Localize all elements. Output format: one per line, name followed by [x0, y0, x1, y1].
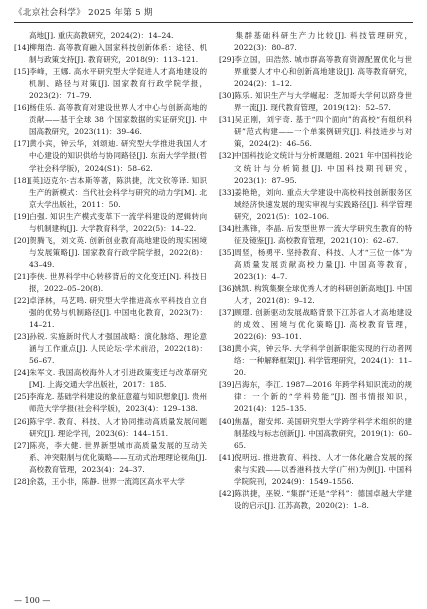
reference-text: 李峰，王娜. 高水平研究型大学促进人才高地建设的机制、路径与对策[J]. 国家教育行政学院学报，2023(2)：71–79.: [29, 67, 207, 101]
reference-entry: [219, 223, 412, 247]
reference-text: 贺腾飞，刘文英. 创新创业教育高地建设的现实困境与发展策略[J]. 国家教育行政学院学报，2022(8)：43–49.: [29, 235, 207, 269]
reference-entry: [219, 247, 412, 283]
reference-entry: [14, 42, 207, 66]
reference-entry: [219, 54, 412, 90]
reference-text: 朱军文. 我国高校海外人才引进政策变迁与改革研究[M]. 上海交通大学出版社，2017：185.: [29, 368, 207, 390]
reference-entry: [14, 476, 207, 488]
reference-text: 杜燕锋，李晶. 后发型世界一流大学研究生教育的特征及镜鉴[J]. 高校教育管理，2021(10)：62–67.: [234, 223, 412, 245]
reference-text: [英]迈克尔·吉本斯等著，陈洪捷，沈文钦等译. 知识生产的新模式：当代社会科学与研究的动力学[M]. 北京大学出版社，2011：50.: [29, 175, 207, 209]
reference-number: [41]: [219, 452, 235, 462]
reference-text: 李侠. 世界科学中心转移背后的文化变迁[N]. 科技日报，2022–05–20(8).: [29, 271, 207, 293]
reference-number: [36]: [219, 283, 235, 293]
reference-text: 李海龙. 基础学科建设的象征意蕴与知识想象[J]. 贵州师范大学学报(社会科学版)，2023(4)：129–138.: [29, 392, 207, 414]
reference-entry: [14, 66, 207, 102]
reference-number: [21]: [14, 271, 30, 281]
reference-column-right: [219, 30, 412, 590]
reference-number: [17]: [14, 139, 30, 149]
reference-entry: [14, 175, 207, 211]
reference-entry: [14, 102, 207, 138]
reference-text: 吴正刚，刘宇奇. 基于“四个面向”的高校“有组织科研”范式构建——一个单案例研究[J]. 科技进步与对策，2024(2)：46–56.: [234, 115, 412, 149]
reference-text: 周竖，杨勇平. 坚持教育、科技、人才“三位一体”为高质量发展贡献高校力量[J]. 中国高等教育，2023(1)：4–7.: [234, 247, 412, 281]
reference-number: [19]: [14, 211, 30, 221]
reference-entry: [14, 30, 207, 42]
reference-entry: [219, 452, 412, 488]
reference-number: [23]: [14, 332, 30, 342]
reference-entry: [14, 391, 207, 415]
reference-entry: [219, 343, 412, 379]
reference-entry: [219, 307, 412, 343]
reference-entry: [219, 187, 412, 223]
running-header: [14, 6, 413, 22]
reference-text: 吕海东，李江. 1987—2016 年跨学科知识流动的规律：一个新的“学科势能”[J]. 图书情报知识，2021(4)：125–135.: [234, 380, 412, 414]
reference-entry: [14, 138, 207, 174]
reference-number: [40]: [219, 416, 235, 426]
reference-number: [42]: [219, 488, 235, 498]
reference-number: [16]: [14, 103, 30, 113]
reference-number: [24]: [14, 368, 30, 378]
reference-text: 孙锐. 实施新时代人才强国战略：演化脉络、理论意涵与工作重点[J]. 人民论坛·学术前沿，2022(18)：56–67.: [29, 332, 207, 366]
reference-text: 中国科技论文统计与分析课题组. 2021 年中国科技论文统计与分析简报[J]. 中国科技期刊研究，2023(1)：87–95.: [234, 151, 412, 185]
reference-text: 姚凯. 构筑集聚全球优秀人才的科研创新高地[J]. 中国人才，2021(8)：9–12.: [234, 283, 412, 306]
reference-text: 杨佳乐. 高等教育对建设世界人才中心与创新高地的贡献——基于全球 38 个国家数据的实证研究[J]. 中国高教研究，2023(11)：39–46.: [29, 103, 207, 137]
reference-number: [18]: [14, 175, 30, 185]
reference-entry: [14, 271, 207, 295]
reference-number: [29]: [219, 55, 235, 65]
reference-number: [20]: [14, 235, 30, 245]
reference-entry: [14, 235, 207, 271]
reference-text: 柳翔浩. 高等教育融入国家科技创新体系：途径、机制与政策支持[J]. 教育研究，2018(9)：113–121.: [29, 43, 207, 65]
reference-entry: [219, 114, 412, 150]
reference-entry: [219, 416, 412, 452]
reference-entry: [14, 331, 207, 367]
reference-text: 顾璟. 创新驱动发展战略背景下江苏省人才高地建设的成效、困境与优化策略[J]. 高校教育管理，2022(6)：93–101.: [234, 308, 412, 342]
reference-number: [32]: [219, 151, 235, 161]
reference-entry: [219, 488, 412, 512]
reference-entry: [14, 211, 207, 235]
journal-issue-label: 《北京社会科学》 2025 年第 5 期: [14, 8, 153, 18]
reference-text: 黄小宾，钟云华，刘颂迪. 研究型大学推进我国人才中心建设的知识供给与协同路径[J]. 东南大学学报(哲学社会科学版)，2024(S1)：58–62.: [29, 139, 207, 173]
reference-number: [27]: [14, 440, 30, 450]
reference-text: 陈乐. 知识生产与大学崛起：芝加哥大学何以跻身世界一流[J]. 现代教育管理，2019(12)：52–57.: [234, 91, 412, 113]
reference-entry: [219, 283, 412, 307]
reference-entry: [219, 150, 412, 186]
reference-text: 集群基础科研生产力比较[J]. 科技管理研究，2022(3)：80–87.: [234, 31, 412, 53]
reference-text: 陈亮，李大健. 世界新型城市高质量发展的互动关系、冲突限制与优化策略——互动式治理理论视角[J]. 高校教育管理，2023(4)：24–37.: [29, 440, 207, 474]
reference-text: 陈宇学. 教育、科技、人才协同推动高质量发展问题研究[J]. 理论学刊，2023(6)：144–151.: [29, 416, 207, 438]
reference-number: [30]: [219, 91, 235, 101]
page-number: — 100 —: [14, 596, 51, 605]
reference-text: 高地[J]. 重庆高教研究，2024(2)：14–24.: [29, 31, 174, 40]
reference-number: [14]: [14, 43, 30, 53]
reference-number: [15]: [14, 67, 30, 77]
reference-number: [31]: [219, 115, 235, 125]
reference-text: 姜艳艳，刘向. 重点大学建设中高校科技创新服务区域经济快速发展的现实审视与实践路径[J]. 科学管理研究，2021(5)：102–106.: [234, 187, 412, 221]
reference-number: [25]: [14, 392, 30, 402]
header-rule: [14, 22, 413, 23]
reference-number: [22]: [14, 296, 30, 306]
reference-text: 余荔，王小非，陈静. 世界一流湾区高水平大学: [29, 476, 185, 486]
reference-number: [34]: [219, 223, 235, 233]
reference-number: [26]: [14, 416, 30, 426]
reference-entry: [219, 30, 412, 54]
reference-entry: [14, 295, 207, 331]
reference-entry: [14, 367, 207, 391]
reference-text: 李立国，田浩然. 城市群高等教育资源配置优化与世界重要人才中心和创新高地建设[J]. 高等教育研究，2024(2)：1–12.: [234, 55, 412, 89]
reference-column-left: [14, 30, 207, 590]
reference-entry: [219, 379, 412, 415]
reference-number: [38]: [219, 344, 235, 354]
reference-entry: [14, 416, 207, 440]
reference-text: 倪明远. 推进教育、科技、人才一体化融合发展的探索与实践——以香港科技大学(广州)为例[J]. 中国科学院院刊，2024(9)：1549–1556.: [234, 452, 412, 486]
reference-entry: [219, 90, 412, 114]
reference-text: 卓泽林，马艺鸣. 研究型大学推进高水平科技自立自强的优势与机制路径[J]. 中国电化教育，2023(7)：14–21.: [29, 296, 207, 330]
reference-text: 陈洪捷，巫锐. “集群”还是“学科”：德国卓越大学建设的启示[J]. 江苏高教，2020(2)：1–8.: [234, 488, 412, 510]
reference-entry: [14, 440, 207, 476]
reference-text: 焦磊，谢安邦. 美国研究型大学跨学科学术组织的建制基线与标志创新[J]. 中国高教研究，2019(1)：60–65.: [234, 416, 412, 450]
reference-number: [39]: [219, 380, 235, 390]
reference-text: 白强. 知识生产模式变革下一流学科建设的逻辑转向与机制建构[J]. 大学教育科学，2022(5)：14–22.: [29, 211, 207, 233]
reference-number: [28]: [14, 476, 30, 486]
reference-number: [35]: [219, 247, 235, 257]
reference-number: [33]: [219, 187, 235, 197]
reference-number: [37]: [219, 308, 235, 318]
reference-text: 黄小宾，钟云华. 大学科学创新职能实现的行动者网络：一种解释框架[J]. 科学管理研究，2024(1)：11–20.: [234, 344, 412, 378]
